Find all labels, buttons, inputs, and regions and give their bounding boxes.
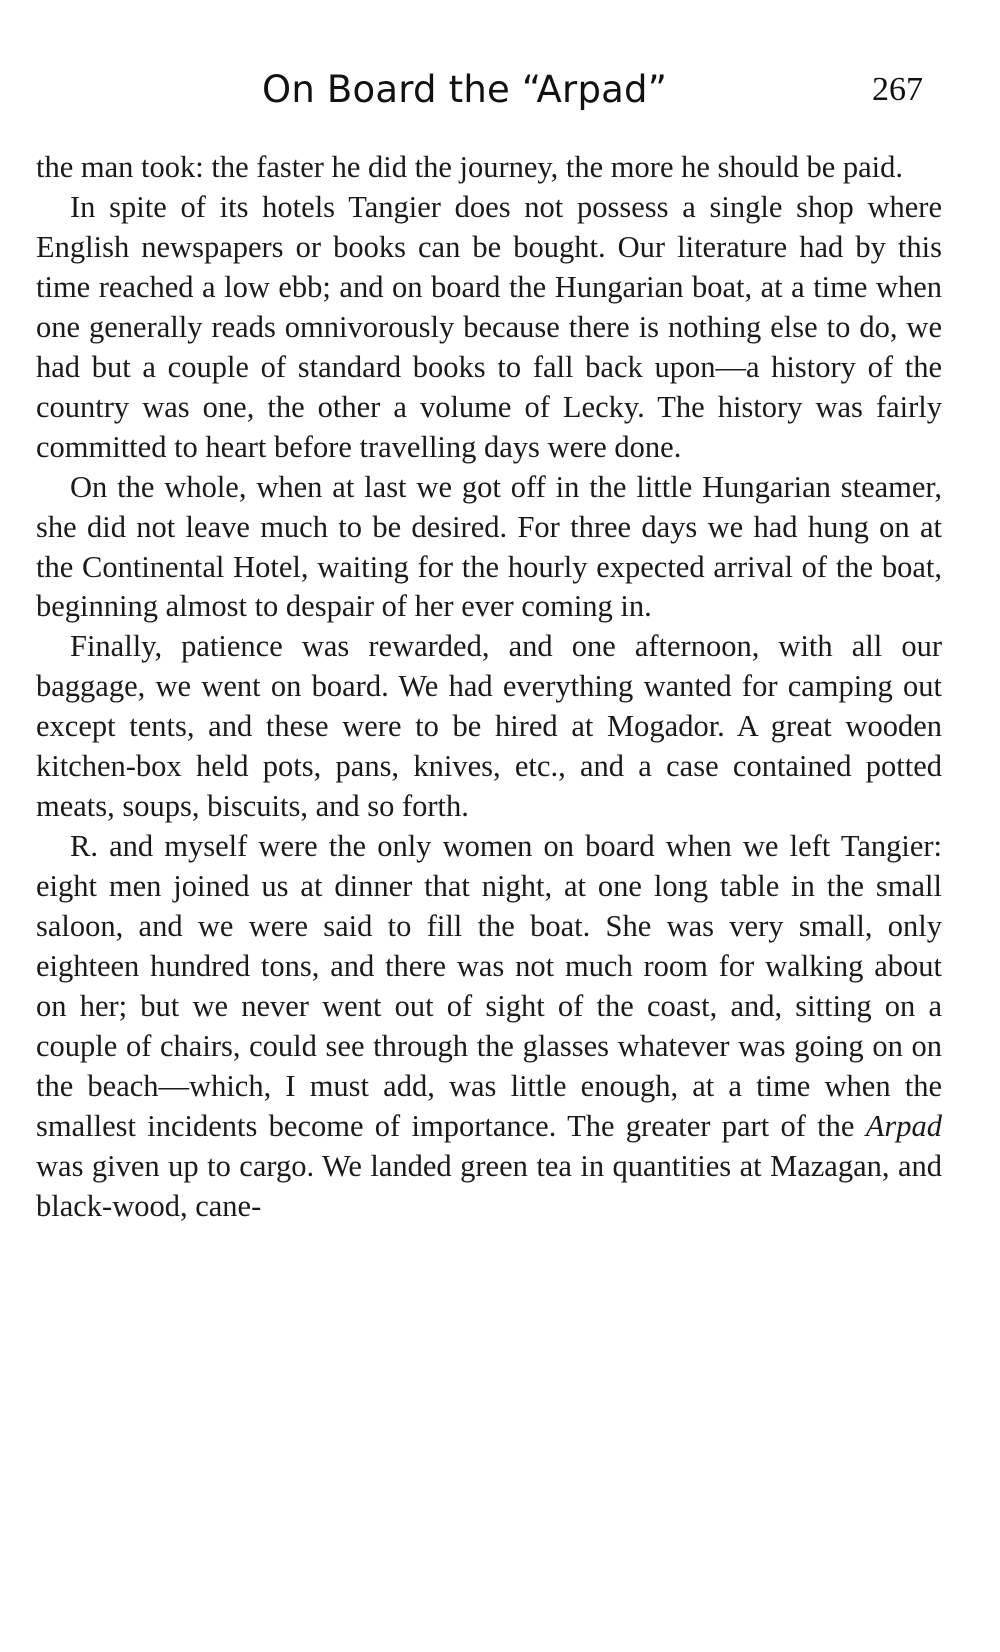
ship-name: Arpad [865, 1108, 942, 1143]
paragraph-boarding: Finally, patience was rewarded, and one afternoon, with all our baggage, we went on board. We had everything wanted for camping out except tents, and these were to be hired at Mogador. A great wooden kitchen-box held pots, pans, knives, etc., and a case contained potted meats, soups, biscuits, and so forth. [36, 629, 942, 824]
paragraph-on-board-text-start: R. and myself were the only women on board when we left Tangier: eight men joined us at dinner that night, at one long table in the small saloon, and we were said to fill the boat. She was very small, only eighteen hundred tons, and there was not much room for walking about on her; but we never went out of sight of the coast, and, sitting on a couple of chairs, could see through the glasses whatever was going on on the beach—which, I must add, was little enough, at a time when the smallest incidents become of importance. The greater part of the [36, 829, 942, 1143]
chapter-title: On Board the “Arpad” [262, 68, 668, 111]
paragraph-on-board [36, 827, 942, 1227]
paragraph-on-board-text-end: was given up to cargo. We landed green tea in quantities at Mazagan, and black-wood, cane- [36, 1148, 942, 1223]
paragraph-tangier-shops: In spite of its hotels Tangier does not possess a single shop where English newspapers or books can be bought. Our literature had by this time reached a low ebb; and on board the Hungarian boat, at a time when one generally reads omnivorously because there is nothing else to do, we had but a couple of standard books to fall back upon—a history of the country was one, the other a volume of Lecky. The history was fairly committed to heart before travelling days were done. [36, 189, 942, 464]
page-number: 267 [872, 71, 923, 108]
body-text [36, 148, 942, 1227]
paragraph-continuation: the man took: the faster he did the journey, the more he should be paid. [36, 150, 904, 184]
paragraph-hungarian-steamer: On the whole, when at last we got off in the little Hungarian steamer, she did not leave much to be desired. For three days we had hung on at the Continental Hotel, waiting for the hourly expected arrival of the boat, beginning almost to despair of her ever coming in. [36, 469, 942, 624]
running-head [0, 60, 1000, 120]
